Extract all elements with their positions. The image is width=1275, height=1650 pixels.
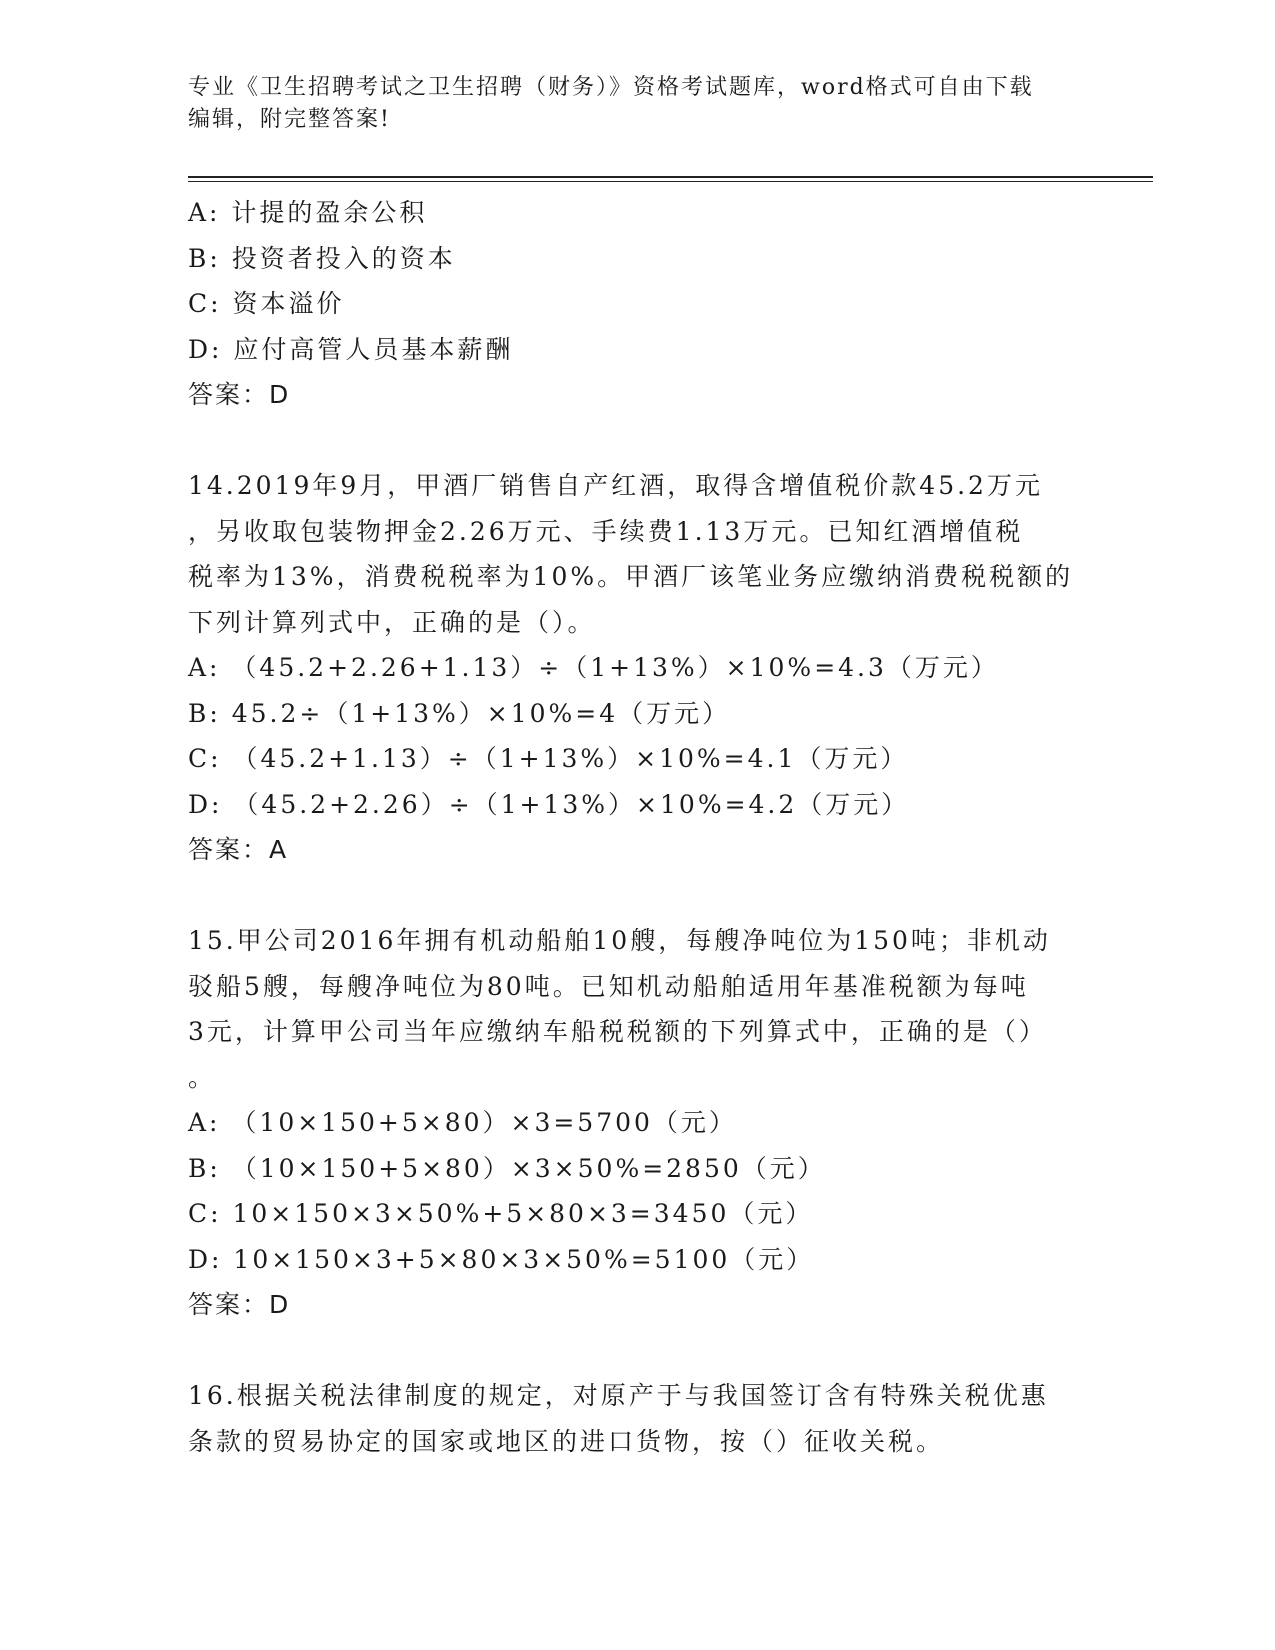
option-c: C: （45.2+1.13）÷（1+13%）×10%=4.1（万元） (188, 744, 909, 773)
option-a: A: （45.2+2.26+1.13）÷（1+13%）×10%=4.3（万元） (188, 653, 999, 682)
option-b: B: （10×150+5×80）×3×50%=2850（元） (188, 1153, 826, 1183)
question-text-line: 驳船5艘，每艘净吨位为80吨。已知机动船舶适用年基准税额为每吨 (188, 971, 1029, 1001)
header-line-2: 编辑，附完整答案! (188, 107, 391, 132)
question-16 (188, 1373, 1088, 1464)
option-b: B: 45.2÷（1+13%）×10%=4（万元） (188, 698, 731, 728)
spacer (188, 873, 1088, 919)
option-d: D: 应付高管人员基本薪酬 (188, 334, 514, 364)
option-d: D: （45.2+2.26）÷（1+13%）×10%=4.2（万元） (188, 789, 910, 819)
question-text-line: 。 (188, 1062, 217, 1092)
document-header (188, 72, 1088, 136)
question-text-line: 14.2019年9月，甲酒厂销售自产红酒，取得含增值税价款45.2万元 (188, 471, 1043, 500)
question-text-line: ，另收取包装物押金2.26万元、手续费1.13万元。已知红酒增值税 (188, 516, 1024, 546)
question-text-line: 条款的贸易协定的国家或地区的进口货物，按（）征收关税。 (188, 1426, 945, 1456)
option-b: B: 投资者投入的资本 (188, 243, 456, 273)
question-13 (188, 190, 1088, 418)
option-c: C: 10×150×3×50%+5×80×3=3450（元） (188, 1199, 814, 1228)
option-a: A: 计提的盈余公积 (188, 198, 428, 227)
answer: 答案：D (188, 380, 291, 409)
question-text-line: 16.根据关税法律制度的规定，对原产于与我国签订含有特殊关税优惠 (188, 1381, 1049, 1410)
question-text-line: 15.甲公司2016年拥有机动船舶10艘，每艘净吨位为150吨；非机动 (188, 926, 1051, 955)
question-14 (188, 463, 1088, 873)
option-d: D: 10×150×3+5×80×3×50%=5100（元） (188, 1244, 815, 1274)
header-line-1: 专业《卫生招聘考试之卫生招聘（财务）》资格考试题库，word格式可自由下载 (188, 75, 1034, 100)
question-text-line: 税率为13%，消费税税率为10%。甲酒厂该笔业务应缴纳消费税税额的 (188, 562, 1074, 591)
spacer (188, 418, 1088, 464)
question-text-line: 3元，计算甲公司当年应缴纳车船税税额的下列算式中，正确的是（） (188, 1017, 1047, 1046)
question-content (188, 190, 1088, 1464)
option-a: A: （10×150+5×80）×3=5700（元） (188, 1108, 737, 1137)
header-divider-thin (188, 181, 1153, 182)
spacer (188, 1328, 1088, 1374)
option-c: C: 资本溢价 (188, 289, 345, 318)
header-divider-thick (188, 176, 1153, 178)
answer: 答案：A (188, 835, 289, 864)
question-text-line: 下列计算列式中，正确的是（）。 (188, 607, 596, 637)
answer: 答案：D (188, 1290, 291, 1319)
question-15 (188, 918, 1088, 1328)
